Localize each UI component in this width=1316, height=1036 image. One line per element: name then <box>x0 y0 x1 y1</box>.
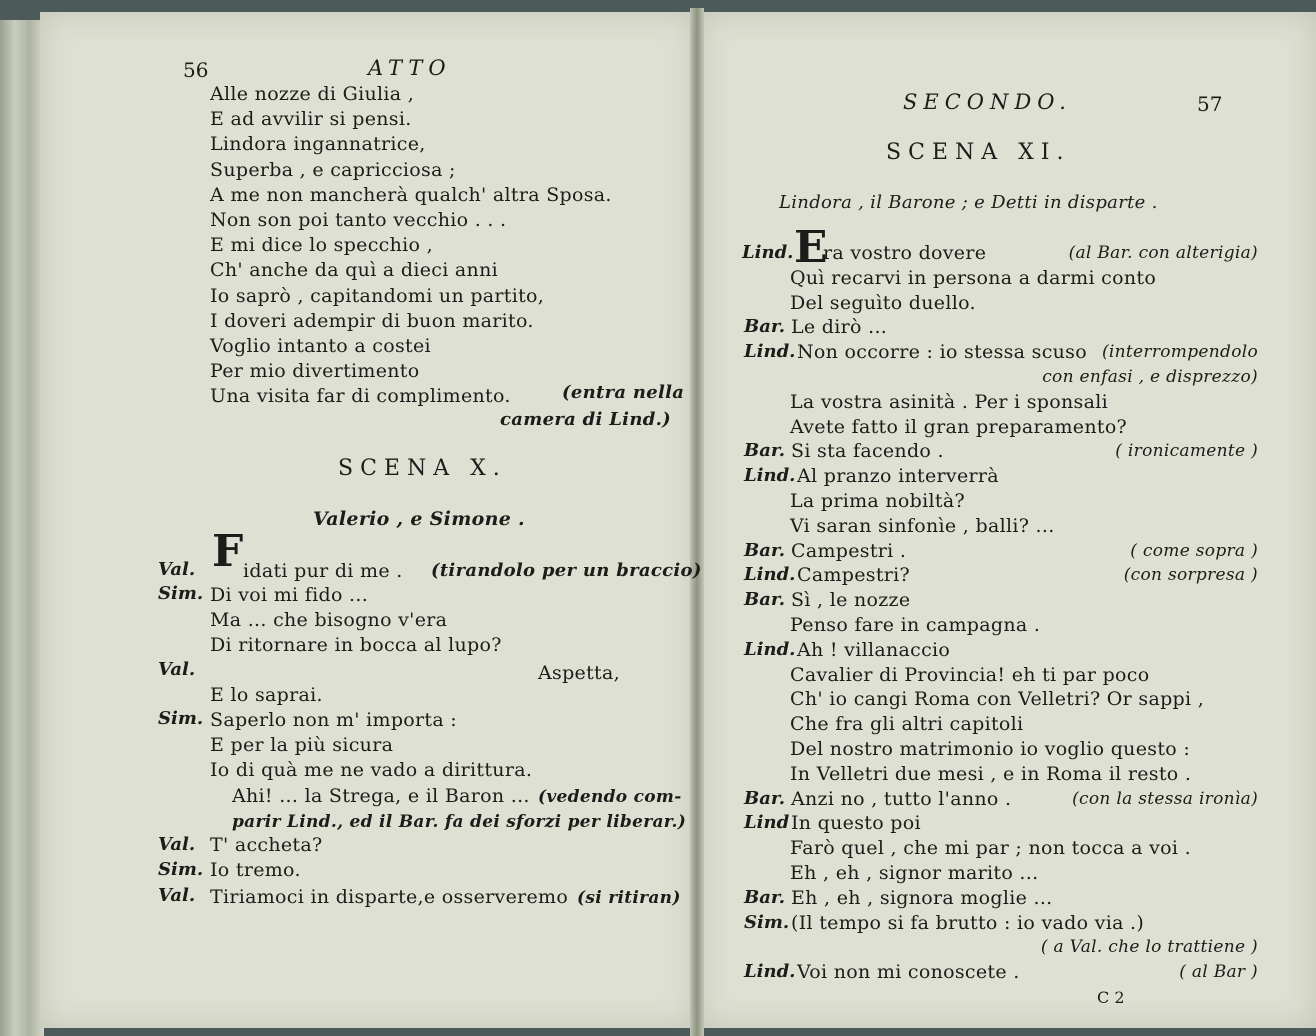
stage-direction: (vedendo com- <box>538 787 682 807</box>
drop-cap: E <box>794 222 828 273</box>
speaker-label: Lind <box>744 812 790 834</box>
dialogue-line: T' accheta? <box>210 834 323 856</box>
dialogue-line: Ahi! ... la Strega, e il Baron ... <box>232 785 530 807</box>
dialogue-line: Ma ... che bisogno v'era <box>210 609 448 631</box>
dialogue-line: In questo poi <box>791 812 921 835</box>
dialogue-line: Di voi mi fido ... <box>210 584 369 606</box>
dialogue-line: Campestri . <box>791 539 907 562</box>
speaker-label: Bar. <box>744 440 785 462</box>
speaker-label: Sim. <box>158 859 204 880</box>
dialogue-line: La vostra asinità . Per i sponsali <box>790 390 1108 413</box>
dialogue-line: Saperlo non m' importa : <box>210 709 458 731</box>
verse-line: Io saprò , capitandomi un partito, <box>210 284 545 307</box>
dialogue-line: idati pur di me . <box>243 560 403 582</box>
dialogue-line: Eh , eh , signora moglie ... <box>791 886 1053 909</box>
stage-direction: (con la stessa ironìa) <box>1072 788 1258 809</box>
dialogue-line: Io tremo. <box>210 859 301 881</box>
dialogue-line: Aspetta, <box>538 662 620 684</box>
dialogue-line: E lo saprai. <box>210 684 323 706</box>
book-gutter <box>690 8 704 1036</box>
right-running-header: SECONDO. <box>903 90 1072 114</box>
stage-direction: ( ironicamente ) <box>1115 441 1258 462</box>
stage-direction: (si ritiran) <box>577 888 681 908</box>
dialogue-line: La prima nobiltà? <box>790 490 965 512</box>
dialogue-line: Penso fare in campagna . <box>790 614 1041 636</box>
dialogue-line: Non occorre : io stessa scuso <box>797 341 1087 364</box>
dialogue-line: Farò quel , che mi par ; non tocca a voi . <box>790 837 1191 860</box>
speaker-label: Lind. <box>744 961 796 983</box>
scene-title-xi: SCENA XI. <box>886 140 1071 165</box>
dialogue-line: (Il tempo si fa brutto : io vado via .) <box>791 911 1145 934</box>
verse-line: Voglio intanto a costei <box>210 335 431 357</box>
stage-direction: (con sorpresa ) <box>1123 565 1258 586</box>
left-running-header: ATTO <box>368 56 452 80</box>
dialogue-line: Si sta facendo . <box>791 440 944 463</box>
stage-direction: camera di Lind.) <box>500 409 671 430</box>
verse-line: I doveri adempir di buon marito. <box>210 309 534 332</box>
speaker-label: Val. <box>158 659 196 680</box>
dialogue-line: Campestri? <box>797 564 911 587</box>
stage-direction: (al Bar. con alterigia) <box>1068 243 1258 263</box>
dialogue-line: Anzi no , tutto l'anno . <box>791 787 1012 810</box>
dialogue-line: Ah ! villanaccio <box>797 638 951 661</box>
dialogue-line: ra vostro dovere <box>823 242 987 264</box>
speaker-label: Lind. <box>744 564 796 586</box>
verse-line: A me non mancherà qualch' altra Sposa. <box>210 183 612 206</box>
scene-characters: Lindora , il Barone ; e Detti in disparte . <box>779 192 1158 213</box>
stage-direction: ( come sopra ) <box>1130 540 1258 561</box>
dialogue-line: Del nostro matrimonio io voglio questo : <box>790 738 1191 760</box>
speaker-label: Sim. <box>744 911 790 933</box>
speaker-label: Lind. <box>744 638 796 660</box>
dialogue-line: Che fra gli altri capitoli <box>790 713 1024 736</box>
stage-direction: (tirandolo per un braccio) <box>431 560 702 581</box>
speaker-label: Lind. <box>744 341 796 363</box>
dialogue-line: Sì , le nozze <box>791 589 911 612</box>
stage-direction: con enfasi , e disprezzo) <box>1042 367 1258 387</box>
dialogue-line: Cavalier di Provincia! eh ti par poco <box>790 663 1150 686</box>
dialogue-line: Ch' io cangi Roma con Velletri? Or sappi , <box>790 688 1205 711</box>
stage-direction: (interrompendolo <box>1102 342 1258 363</box>
dialogue-line: Eh , eh , signor marito ... <box>790 862 1039 884</box>
speaker-label: Lind. <box>744 465 796 487</box>
dialogue-line: Al pranzo interverrà <box>797 465 999 488</box>
right-page-number: 57 <box>1197 92 1223 116</box>
speaker-label: Bar. <box>744 787 785 809</box>
verse-line: E mi dice lo specchio , <box>210 234 433 257</box>
speaker-label: Val. <box>158 834 196 855</box>
dialogue-line: In Velletri due mesi , e in Roma il resto . <box>790 762 1192 785</box>
stage-direction: parir Lind., ed il Bar. fa dei sforzi per liberar.) <box>232 812 687 832</box>
stage-direction: (entra nella <box>562 382 685 403</box>
verse-line: E ad avvilir si pensi. <box>210 108 412 131</box>
speaker-label: Bar. <box>744 886 785 908</box>
verse-line: Per mio divertimento <box>210 360 420 383</box>
stage-direction: ( a Val. che lo trattiene ) <box>1040 937 1258 958</box>
speaker-label: Bar. <box>744 539 785 561</box>
signature-mark: C 2 <box>1097 988 1125 1007</box>
verse-line: Non son poi tanto vecchio . . . <box>210 209 507 231</box>
left-page-number: 56 <box>183 58 209 82</box>
speaker-label: Bar. <box>744 316 785 338</box>
drop-cap: F <box>212 526 244 577</box>
dialogue-line: Le dirò ... <box>791 316 888 339</box>
verse-line: Lindora ingannatrice, <box>210 133 426 156</box>
dialogue-line: Io di quà me ne vado a dirittura. <box>210 759 533 781</box>
speaker-label: Sim. <box>158 583 204 604</box>
dialogue-line: Quì recarvi in persona a darmi conto <box>790 266 1157 289</box>
dialogue-line: Di ritornare in bocca al lupo? <box>210 634 502 656</box>
dialogue-line: Tiriamoci in disparte,e osserveremo <box>210 886 569 908</box>
speaker-label: Bar. <box>744 589 785 611</box>
dialogue-line: Voi non mi conoscete . <box>797 961 1020 984</box>
scene-title-x: SCENA X. <box>338 456 507 481</box>
dialogue-line: Del seguìto duello. <box>790 291 976 314</box>
speaker-label: Val. <box>158 559 196 580</box>
dialogue-line: Vi saran sinfonìe , balli? ... <box>790 514 1055 537</box>
page-stack-edge <box>0 20 44 1036</box>
stage-direction: ( al Bar ) <box>1179 962 1258 983</box>
speaker-label: Val. <box>158 885 196 906</box>
speaker-label: Lind. <box>742 242 794 263</box>
speaker-label: Sim. <box>158 708 204 729</box>
dialogue-line: E per la più sicura <box>210 734 394 756</box>
verse-line: Alle nozze di Giulia , <box>210 83 415 105</box>
verse-line: Una visita far di complimento. <box>210 385 511 408</box>
verse-line: Ch' anche da quì a dieci anni <box>210 259 498 282</box>
scene-characters: Valerio , e Simone . <box>313 508 525 530</box>
verse-line: Superba , e capricciosa ; <box>210 158 456 181</box>
dialogue-line: Avete fatto il gran preparamento? <box>790 415 1128 438</box>
